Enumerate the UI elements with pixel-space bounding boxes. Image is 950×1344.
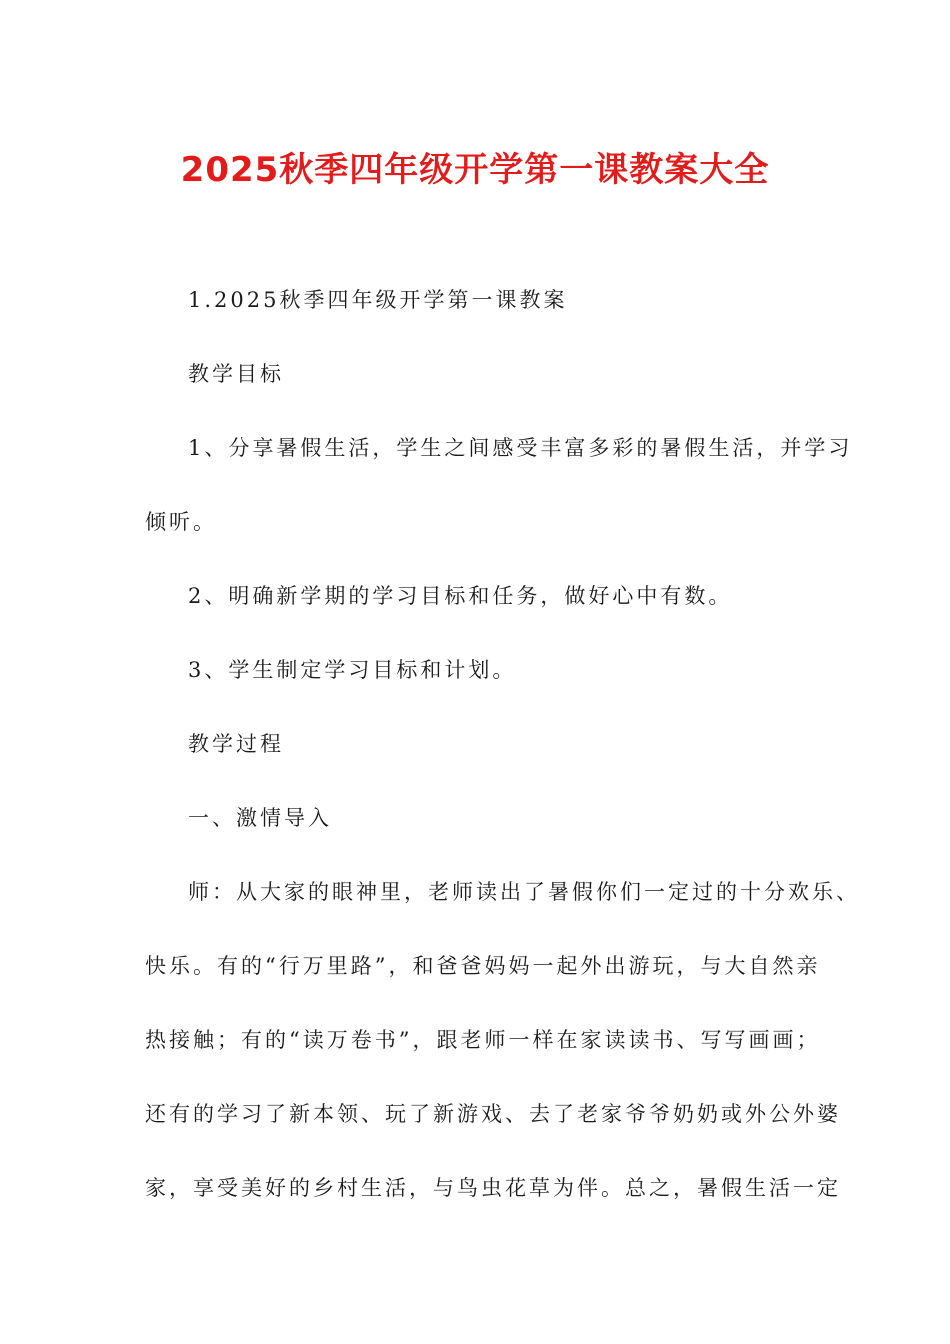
paragraph-line: 1、分享暑假生活，学生之间感受丰富多彩的暑假生活，并学习 [188,436,853,460]
paragraph-line: 师：从大家的眼神里，老师读出了暑假你们一定过的十分欢乐、 [188,880,860,904]
paragraph-line: 热接触；有的“读万卷书”，跟老师一样在家读读书、写写画画； [145,1028,821,1052]
paragraph-line: 3、学生制定学习目标和计划。 [188,658,517,682]
subheading-intro: 一、激情导入 [188,806,332,830]
paragraph-line: 还有的学习了新本领、玩了新游戏、去了老家爷爷奶奶或外公外婆 [145,1102,841,1126]
paragraph-line: 家，享受美好的乡村生活，与鸟虫花草为伴。总之，暑假生活一定 [145,1176,841,1200]
document-title: 2025秋季四年级开学第一课教案大全 [180,150,770,190]
subheading-teaching-process: 教学过程 [188,732,284,756]
paragraph-line: 快乐。有的“行万里路”，和爸爸妈妈一起外出游玩，与大自然亲 [145,954,821,978]
paragraph-line: 倾听。 [145,510,217,534]
section-heading: 1.2025秋季四年级开学第一课教案 [188,288,568,312]
subheading-teaching-goals: 教学目标 [188,362,284,386]
paragraph-line: 2、明确新学期的学习目标和任务，做好心中有数。 [188,584,733,608]
